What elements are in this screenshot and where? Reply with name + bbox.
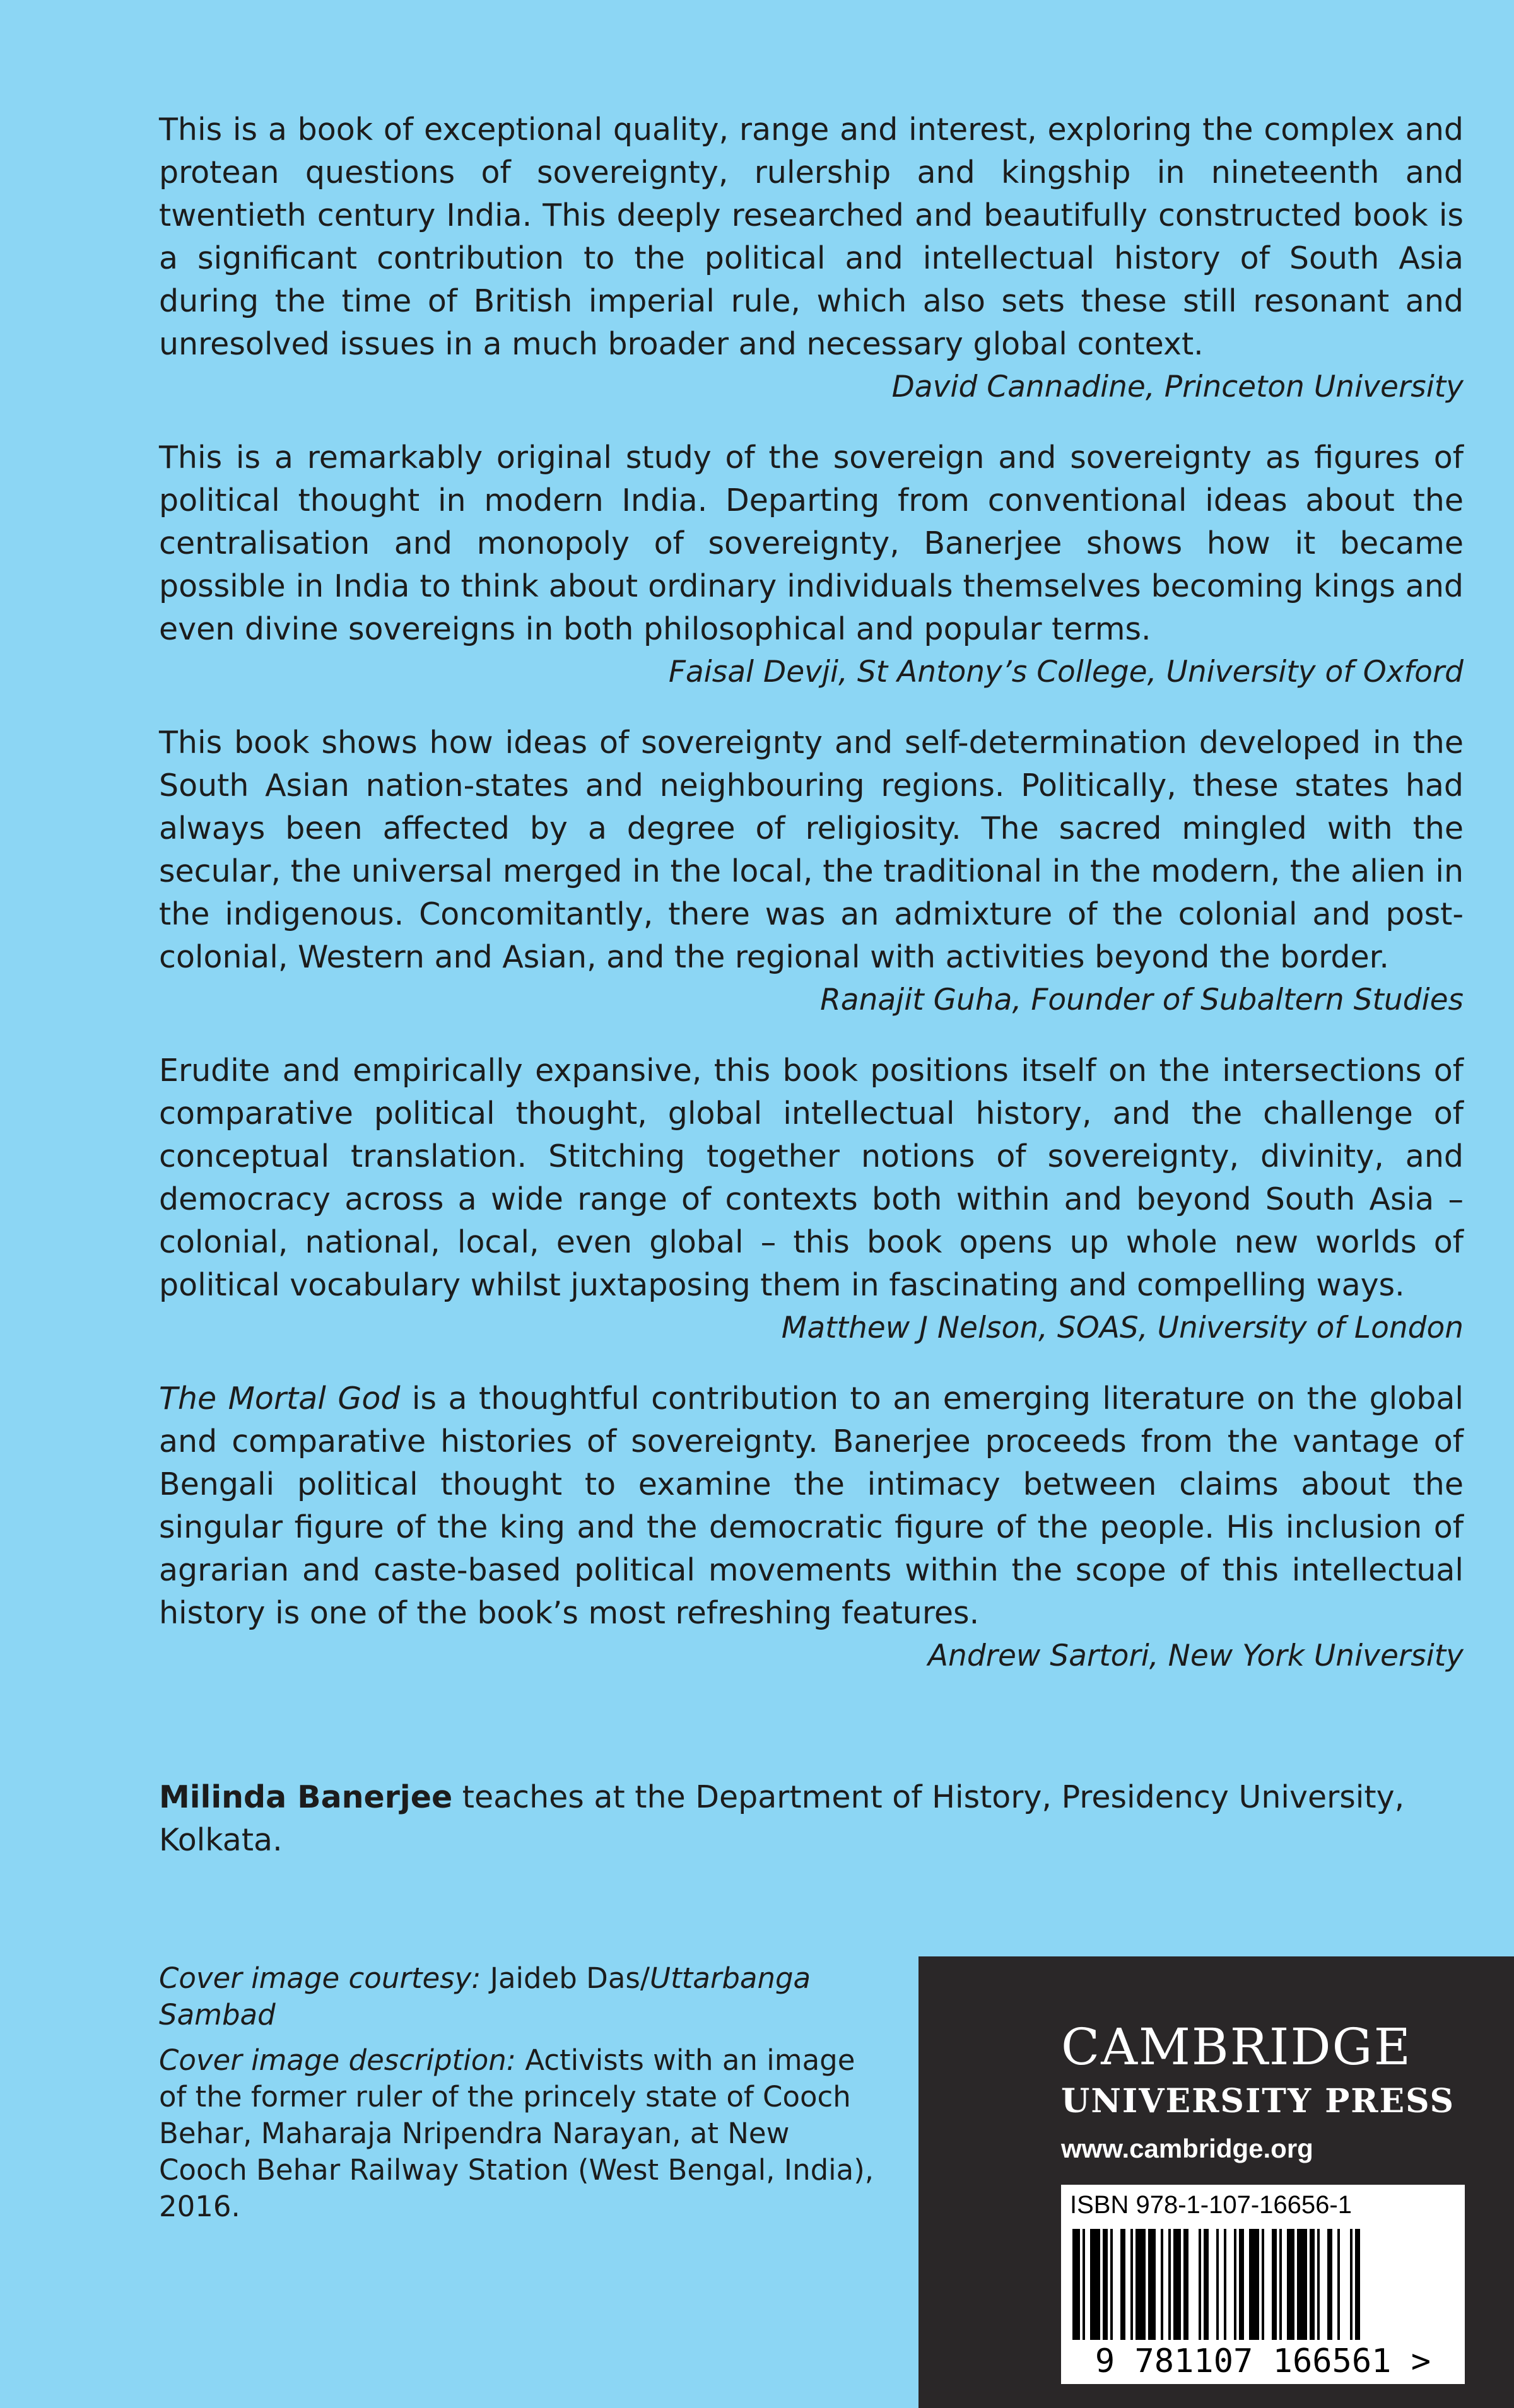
barcode-icon	[1070, 2229, 1456, 2342]
cover-image-description	[159, 2042, 884, 2225]
endorsement-attribution: Matthew J Nelson, SOAS, University of London	[781, 1311, 1464, 1345]
endorsement-attribution: Andrew Sartori, New York University	[927, 1639, 1464, 1673]
isbn-label: ISBN 978-1-107-16656-1	[1070, 2191, 1352, 2219]
cover-image-credits	[159, 1960, 884, 2225]
description-label: Cover image description:	[159, 2043, 516, 2077]
endorsement-attribution: Ranajit Guha, Founder of Subaltern Studies	[820, 983, 1464, 1017]
endorsement-text	[159, 1377, 1464, 1635]
author-name: Milinda Banerjee	[159, 1779, 453, 1815]
endorsement-text: This book shows how ideas of sovereignty and self-determination developed in the South Asian nation-states and neighbouring regions. Politically, these states had always been affected by a degree of religiosity. The sacred mingled with the secular, the universal merged in the local, the traditional in the modern, the alien in the indigenous. Concomitantly, there was an admixture of the colonial and post-colonial, Western and Asian, and the regional with activities beyond the border.	[159, 725, 1464, 975]
endorsements	[159, 108, 1464, 1705]
cover-image-courtesy	[159, 1960, 884, 2033]
book-title: The Mortal God	[159, 1381, 401, 1417]
endorsement	[159, 108, 1464, 409]
endorsement-text: This is a remarkably original study of the sovereign and sovereignty as figures of political thought in modern India. Departing from conventional ideas about the centralisation and monopoly of sovereignty, Banerjee shows how it became possible in India to think about ordinary individuals themselves becoming kings and even divine sovereigns in both philosophical and popular terms.	[159, 440, 1464, 647]
endorsement-text: This is a book of exceptional quality, range and interest, exploring the complex and protean questions of sovereignty, rulership and kingship in nineteenth and twentieth century India. This deeply researched and beautifully constructed book is a significant contribution to the political and intellectual history of South Asia during the time of British imperial rule, which also sets these still resonant and unresolved issues in a much broader and necessary global context.	[159, 112, 1464, 362]
endorsement-body: is a thoughtful contribution to an emerging literature on the global and comparative histories of sovereignty. Banerjee proceeds from the vantage of Bengali political thought to examine the intimacy between claims about the singular figure of the king and the democratic figure of the people. His inclusion of agrarian and caste-based political movements within the scope of this intellectual history is one of the book’s most refreshing features.	[159, 1381, 1464, 1631]
endorsement-attribution: Faisal Devji, St Antony’s College, University of Oxford	[668, 655, 1464, 689]
endorsement	[159, 1049, 1464, 1350]
courtesy-label: Cover image courtesy:	[159, 1961, 481, 1995]
endorsement	[159, 436, 1464, 694]
isbn-barcode	[1061, 2185, 1465, 2384]
description-text: Activists with an image of the former ruler of the princely state of Cooch Behar, Maharaja Nripendra Narayan, at New Cooch Behar Railway Station (West Bengal, India), 2016.	[159, 2043, 874, 2223]
barcode-digits: 9 781107 166561 >	[1094, 2342, 1431, 2380]
publisher-name: CAMBRIDGE	[1061, 2018, 1412, 2076]
author-bio-text: teaches at the Department of History, Presidency University, Kolkata.	[159, 1779, 1405, 1858]
publisher-subtitle: UNIVERSITY PRESS	[1061, 2082, 1455, 2120]
endorsement-attribution: David Cannadine, Princeton University	[891, 370, 1464, 404]
publisher-url: www.cambridge.org	[1061, 2134, 1313, 2163]
courtesy-source: Uttarbanga Sambad	[159, 1961, 811, 2031]
publisher-panel	[918, 1956, 1514, 2408]
endorsement-text: Erudite and empirically expansive, this book positions itself on the intersections of comparative political thought, global intellectual history, and the challenge of conceptual translation. Stitching together notions of sovereignty, divinity, and democracy across a wide range of contexts both within and beyond South Asia – colonial, national, local, even global – this book opens up whole new worlds of political vocabulary whilst juxtaposing them in fascinating and compelling ways.	[159, 1053, 1464, 1303]
endorsement	[159, 1377, 1464, 1678]
courtesy-name: Jaideb Das/	[481, 1961, 650, 1995]
author-bio	[159, 1776, 1484, 1862]
endorsement	[159, 722, 1464, 1022]
